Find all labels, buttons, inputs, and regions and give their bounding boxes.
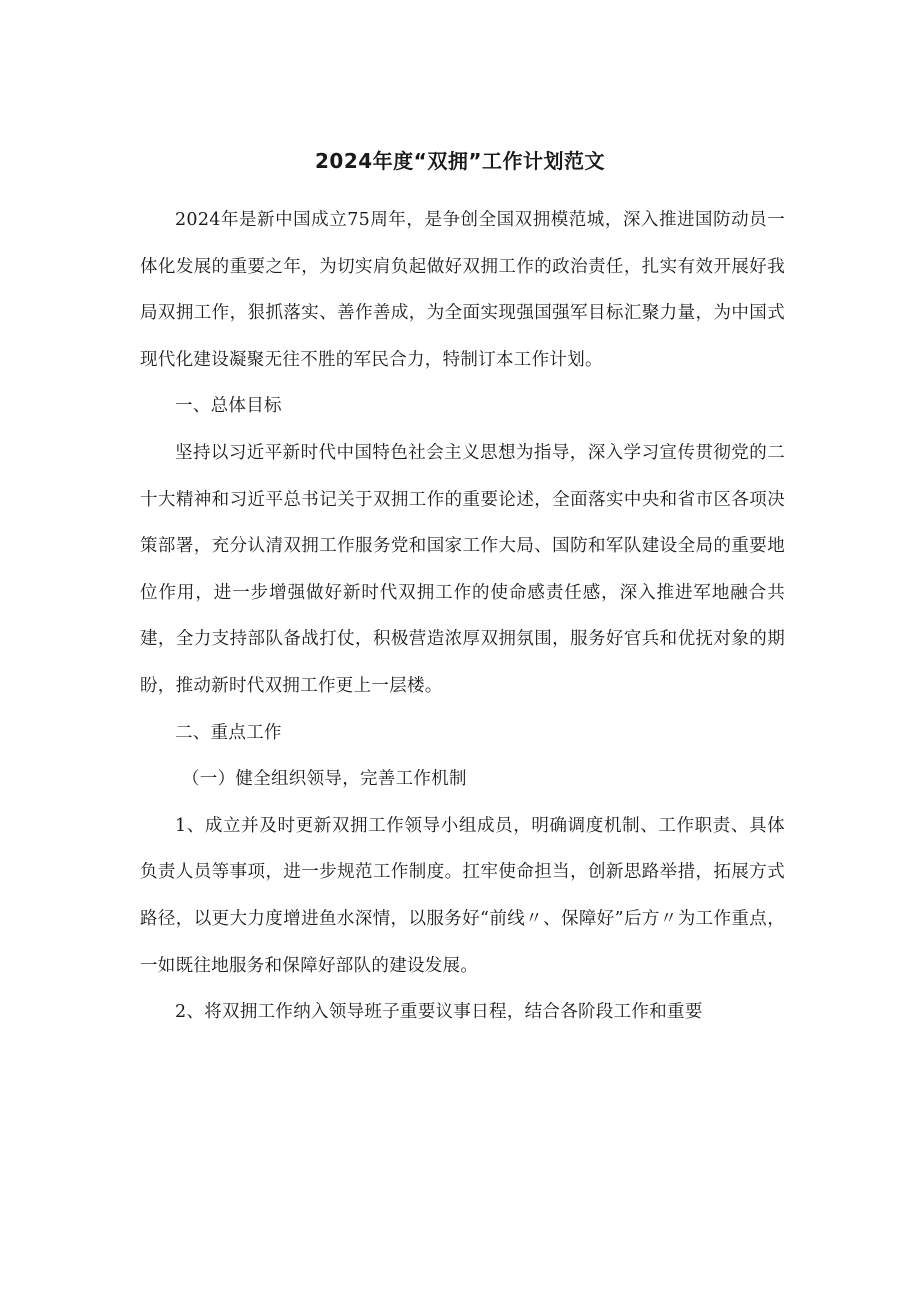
section-heading-overall-goal: 一、总体目标 [175, 396, 282, 417]
item-paragraph-1: 1、成立并及时更新双拥工作领导小组成员，明确调度机制、工作职责、具体负责人员等事项，进一步规范工作制度。扛牢使命担当，创新思路举措，拓展方式路径，以更大力度增进鱼水深情，以服务好“前线〃、保障好”后方〃为工作重点，一如既往地服务和保障好部队的建设发展。 [140, 815, 785, 976]
subsection-heading-organization: （一）健全组织领导，完善工作机制 [182, 769, 467, 790]
overall-goal-paragraph: 坚持以习近平新时代中国特色社会主义思想为指导，深入学习宣传贯彻党的二十大精神和习近平总书记关于双拥工作的重要论述，全面落实中央和省市区各项决策部署，充分认清双拥工作服务党和国家工作大局、国防和军队建设全局的重要地位作用，进一步增强做好新时代双拥工作的使命感责任感，深入推进军地融合共建，全力支持部队备战打仗，积极营造浓厚双拥氛围，服务好官兵和优抚对象的期盼，推动新时代双拥工作更上一层楼。 [140, 442, 785, 696]
intro-paragraph: 2024年是新中国成立75周年，是争创全国双拥模范城，深入推进国防动员一体化发展的重要之年，为切实肩负起做好双拥工作的政治责任，扎实有效开展好我局双拥工作，狠抓落实、善作善成，为全面实现强国强军目标汇聚力量，为中国式现代化建设凝聚无往不胜的军民合力，特制订本工作计划。 [140, 210, 785, 370]
document-title: 2024年度“双拥”工作计划范文 [315, 149, 605, 173]
section-heading-key-work: 二、重点工作 [175, 722, 282, 743]
item-paragraph-2: 2、将双拥工作纳入领导班子重要议事日程，结合各阶段工作和重要 [175, 1002, 703, 1023]
document-body [140, 197, 785, 1036]
